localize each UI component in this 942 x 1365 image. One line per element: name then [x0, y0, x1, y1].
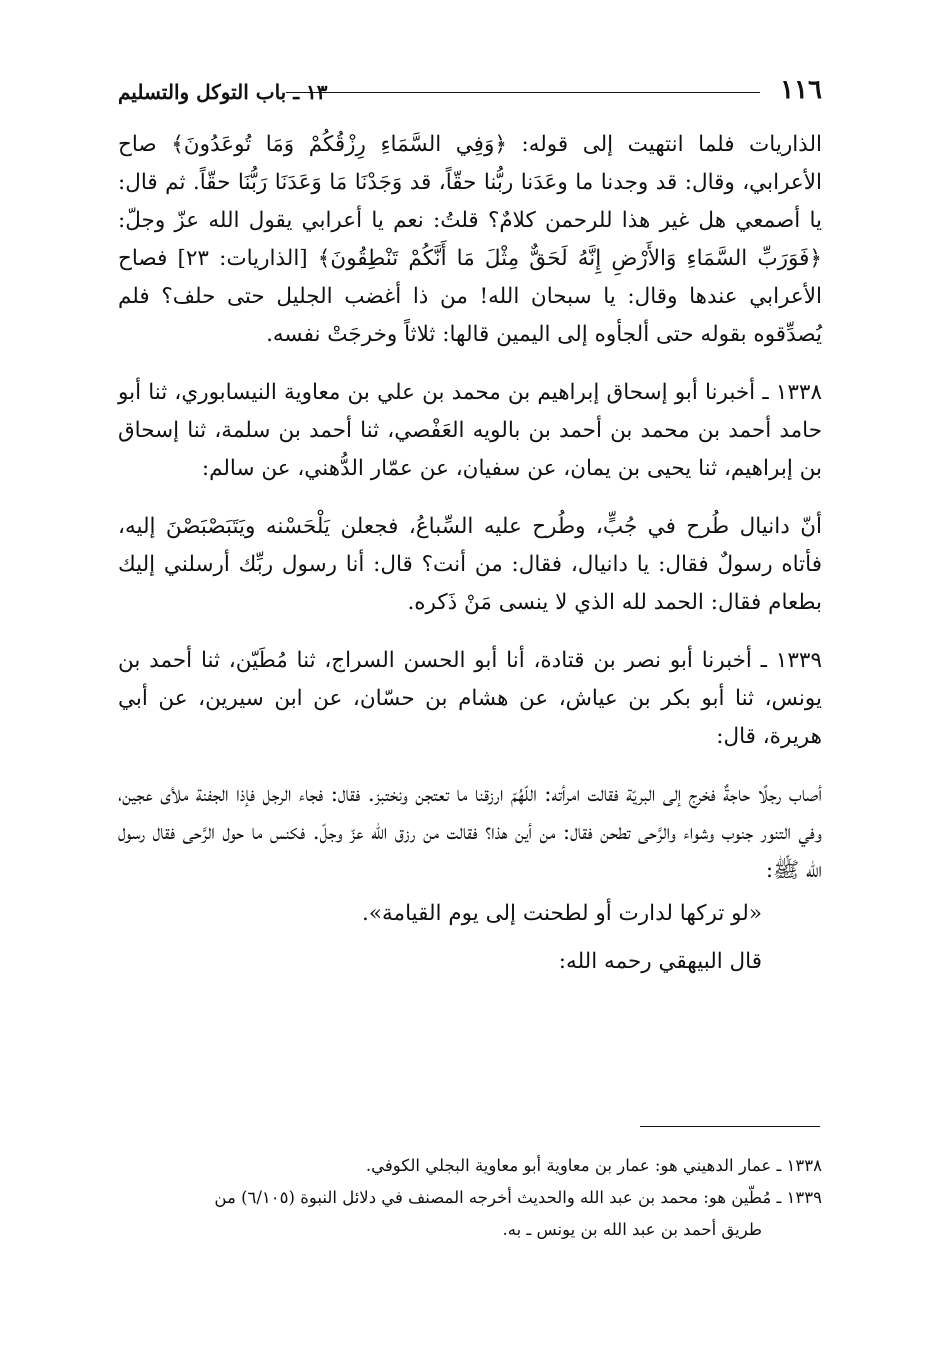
footnote-1339-continuation: طريق أحمد بن عبد الله بن يونس ـ به.: [502, 1220, 762, 1239]
footnote-rule: [640, 1126, 820, 1127]
main-text: [118, 126, 822, 986]
footnotes: [118, 1150, 822, 1246]
hadith-1338-chain: ١٣٣٨ ـ أخبرنا أبو إسحاق إبراهيم بن محمد بن علي بن معاوية النيسابوري، ثنا أبو حامد أحمد بن محمد بن أحمد بن بالويه العَفْصي، ثنا أحمد بن سلمة، ثنا إسحاق بن إبراهيم، ثنا يحيى بن يمان، عن سفيان، عن عمّار الدُّهني، عن سالم:: [118, 380, 822, 481]
page-number: ١١٦: [780, 75, 822, 105]
paragraph-continuation: الذاريات فلما انتهيت إلى قوله: ﴿وَفِي السَّمَاءِ رِزْقُكُمْ وَمَا تُوعَدُونَ﴾ صاح الأعرابي، وقال: قد وجدنا ما وعَدَنا ربُّنا حقّاً، قد وَجَدْنَا مَا وَعَدَنَا رَبُّنَا حقّاً. ثم قال: يا أصمعي هل غير هذا للرحمن كلامٌ؟ قلتُ: نعم يا أعرابي يقول الله عزّ وجلّ: ﴿فَوَرَبِّ السَّمَاءِ وَالأَرْضِ إِنَّهُ لَحَقٌّ مِثْلَ مَا أَنَّكُمْ تَنْطِقُونَ﴾ [الذاريات: ٢٣] فصاح الأعرابي عندها وقال: يا سبحان الله! من ذا أغضب الجليل حتى حلف؟ فلم يُصدِّقوه بقوله حتى ألجأوه إلى اليمين قالها: ثلاثاً وخرجَتْ نفسه.: [118, 132, 823, 347]
header-rule: [286, 92, 760, 93]
footnote-1339: ١٣٣٩ ـ مُطّين هو: محمد بن عبد الله والحديث أخرجه المصنف في دلائل النبوة (٦/١٠٥) من: [214, 1188, 822, 1207]
hadith-1338-text: أنّ دانيال طُرح في جُبٍّ، وطُرح عليه السِّباعُ، فجعلن يَلْحَسْنه ويَتَبَصْبَصْنَ إليه، فأتاه رسولٌ فقال: يا دانيال، فقال: من أنت؟ قال: أنا رسول ربِّك أرسلني إليك بطعام فقال: الحمد لله الذي لا ينسى مَنْ ذَكره.: [118, 514, 822, 615]
hadith-1339-chain: ١٣٣٩ ـ أخبرنا أبو نصر بن قتادة، أنا أبو الحسن السراج، ثنا مُطَيّن، ثنا أحمد بن يونس، ثنا أبو بكر بن عياش، عن هشام بن حسّان، عن ابن سيرين، عن أبي هريرة، قال:: [118, 648, 822, 749]
hadith-1339-text: أصاب رجلًا حاجةٌ فخرج إلى البريّة فقالت امرأته: اللّهُمّ ارزقنا ما تعتجن ونختبز. فقال: فجاء الرجل فإذا الجفنة ملأى عجين، وفي التنور جنوب وشواء والرَّحى تطحن فقال: من أين هذا؟ فقالت من رزق الله عزّ وجلّ. فكنس ما حول الرَّحى فقال رسول الله ﷺ:: [118, 782, 822, 883]
prophetic-quote: «لو تركها لدارت أو لطحنت إلى يوم القيامة».: [362, 901, 762, 926]
chapter-title: ١٣ ـ باب التوكل والتسليم: [118, 80, 328, 104]
closing-line: قال البيهقي رحمه الله:: [558, 949, 762, 974]
footnote-1338: ١٣٣٨ ـ عمار الدهيني هو: عمار بن معاوية أبو معاوية البجلي الكوفي.: [365, 1156, 822, 1175]
page-header: [118, 70, 822, 110]
